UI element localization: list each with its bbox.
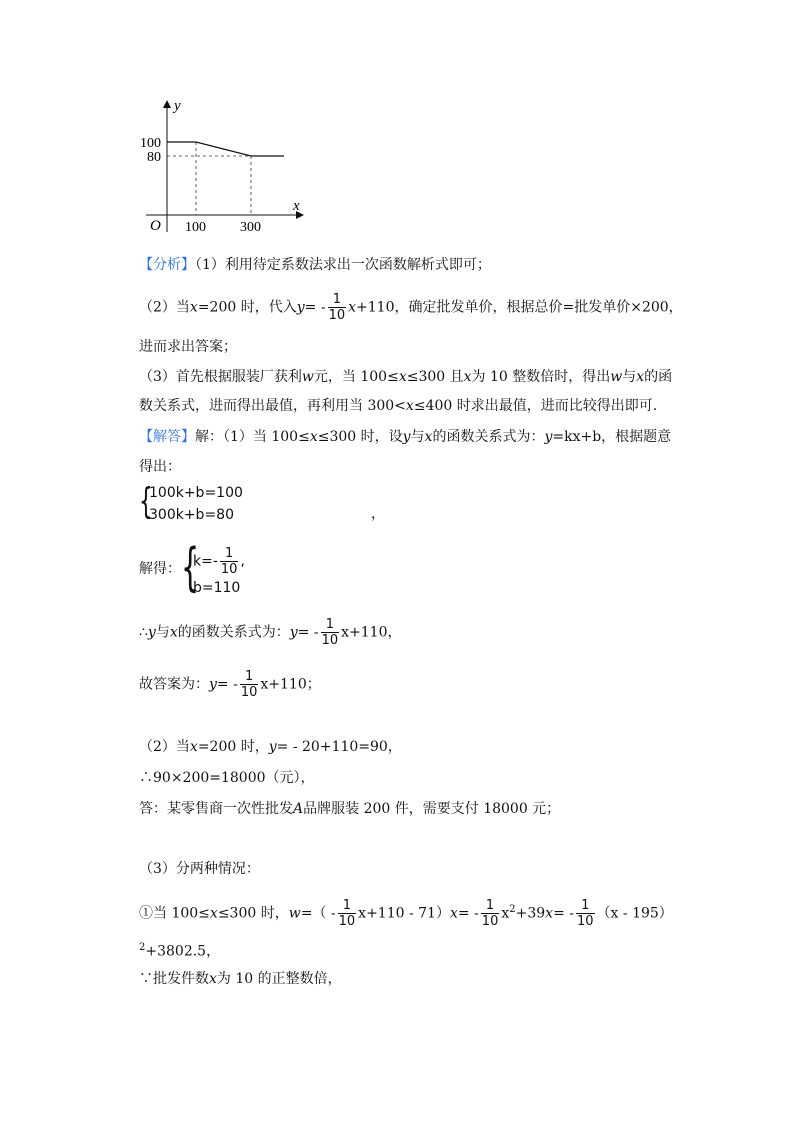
equation-system: { 100k+b=100 300k+b=80 ， — [139, 481, 385, 523]
part3-line-4: ∵批发件数x为 10 的正整数倍， — [139, 971, 342, 987]
analysis-line-1: 【分析】（1）利用待定系数法求出一次函数解析式即可； — [139, 257, 491, 273]
solution-line-1: 【解答】解：（1）当 100≤x≤300 时，设y与x的函数关系式为：y=kx+b，根据题意 — [139, 429, 672, 445]
therefore-line: ∴y与x的函数关系式为：y= - $\frac{1}{10}$ x+110， — [139, 617, 402, 648]
solution-tag: 【解答】 — [139, 429, 195, 445]
y-tick-100: 100 — [140, 136, 161, 151]
x-axis-label: x — [293, 198, 300, 214]
analysis-line-5: 数关系式，进而得出最值，再利用当 300<x≤400 时求出最值，进而比较得出即可. — [139, 398, 658, 414]
solution-line-2: 得出： — [139, 459, 181, 475]
y-axis-label: y — [174, 98, 181, 114]
answer-line: 故答案为：y= - $\frac{1}{10}$ x+110； — [139, 669, 321, 700]
y-tick-80: 80 — [147, 150, 161, 165]
analysis-line-2: （2）当x=200 时，代入y= - $\frac{1}{10}$ x+110，确定批发单价，根据总价=批发单价×200， — [139, 292, 683, 323]
equation-1: 100k+b=100 — [149, 485, 243, 501]
equation-2: 300k+b=80 — [149, 507, 234, 523]
part2-line-2: ∴90×200=18000（元）， — [139, 770, 315, 786]
analysis-tag: 【分析】 — [139, 257, 195, 273]
part2-line-3: 答：某零售商一次性批发A品牌服装 200 件，需要支付 18000 元； — [139, 801, 561, 817]
part3-line-1: （3）分两种情况： — [139, 861, 260, 877]
price-graph — [0, 0, 800, 250]
x-tick-300: 300 — [240, 220, 261, 235]
analysis-line-4: （3）首先根据服装厂获利w元，当 100≤x≤300 且x为 10 整数倍时，得出w与x的函 — [139, 369, 673, 385]
x-tick-100: 100 — [185, 220, 206, 235]
graph-line — [167, 142, 284, 156]
part2-line-1: （2）当x=200 时，y= - 20+110=90， — [139, 739, 402, 755]
part3-line-2: ①当 100≤x≤300 时，w=（ - $\frac{1}{10}$ x+110 - 71）x= - $\frac{1}{10}$ $x^2+39x=$ - $\frac{1}{10}$ （x - 195） — [139, 898, 673, 929]
part3-line-3: $^2$+3802.5， — [139, 942, 221, 960]
analysis-line-3: 进而求出答案； — [139, 339, 237, 355]
solution-solved: 解得： { k=- $\frac{1}{10}$ , b=110 — [139, 538, 245, 598]
origin-label: O — [150, 218, 161, 234]
fraction: $\frac{1}{10}$ — [328, 292, 346, 323]
left-brace: { — [139, 481, 153, 522]
y-axis-arrow — [163, 100, 171, 108]
